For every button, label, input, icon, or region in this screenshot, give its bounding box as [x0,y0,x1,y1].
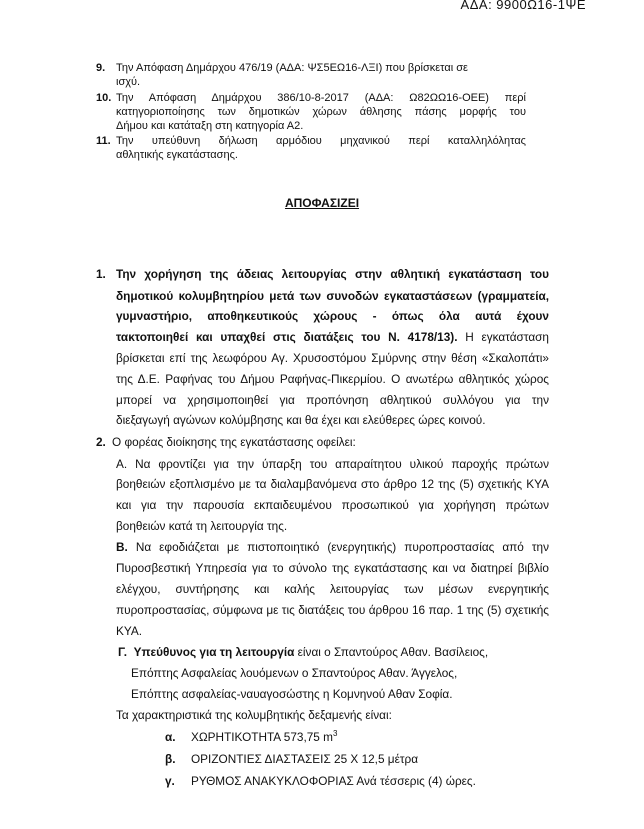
clause-a-line: Α. Να φροντίζει για την ύπαρξη του απαραίτητου υλικού παροχής πρώτων [116,457,549,471]
item-line: ισχύ. [116,76,141,88]
item-line: Την Απόφαση Δημάρχου 386/10-8-2017 (ΑΔΑ: Ω82ΩΩ16-ΟΕΕ) περί [116,92,526,104]
item-number: 10. [96,92,112,104]
decision-line: βρίσκεται επί της λεωφόρου Αγ. Χρυσοστόμου Σμύρνης στην θέση «Σκαλοπάτι» [116,351,549,365]
superscript: 3 [332,729,338,739]
decision-text: Η εγκατάσταση [457,330,549,344]
clause-g-line [118,645,488,659]
characteristic-label: γ. [165,774,175,788]
clause-g-text: είναι ο Σπαντούρος Αθαν. Βασίλειος, [294,645,489,659]
characteristic-text: ΡΥΘΜΟΣ ΑΝΑΚΥΚΛΟΦΟΡΙΑΣ Ανά τέσσερις (4) ώρες. [191,774,476,788]
decision-line [116,330,549,344]
item-line: Δήμου και κατάταξη στη κατηγορία Α2. [116,120,304,132]
decision-heading: ΑΠΟΦΑΣΙΖΕΙ [284,196,360,210]
decision-line: δημοτικού κολυμβητηρίου μετά των συνοδών εγκαταστάσεων (γραμματεία, [116,289,549,303]
clause-b-line: ελέγχου, συντήρησης και καλής λειτουργίας των μέσων ενεργητικής [116,582,549,596]
item-line: κατηγοριοποίησης των δημοτικών χώρων άθλησης πάσης μορφής του [116,106,526,118]
clause-a-line: και για την παρουσία εκπαιδευμένου προσωπικού για χορήγηση πρώτων [116,498,549,512]
item-line: Την υπεύθυνη δήλωση αρμόδιου μηχανικού περί καταλληλόλητας [116,135,526,147]
clause-g-line: Επόπτης ασφαλείας-ναυαγοσώστης η Κομνηνού Αθαν Σοφία. [131,687,453,701]
clause-b-text: Να εφοδιάζεται με πιστοποιητικό (ενεργητικής) πυροπροστασίας από την [135,540,549,554]
characteristic-label: α. [165,730,176,744]
clause-b-line: πυροπροστασίας, σύμφωνα με τις διατάξεις του άρθρου 16 παρ. 1 της (5) σχετικής [116,603,549,617]
decision-bold-text: τακτοποιηθεί και υπαχθεί στις διατάξεις του Ν. 4178/13). [116,330,458,344]
decision-number: 2. [96,435,106,449]
characteristics-intro: Τα χαρακτηριστικά της κολυμβητικής δεξαμενής είναι: [116,708,392,722]
item-number: 11. [96,135,111,147]
decision-line: διεξαγωγή αγώνων κολύμβησης και θα έχει και ελεύθερες ώρες κοινού. [116,413,486,427]
item-line: Την Απόφαση Δημάρχου 476/19 (ΑΔΑ: ΨΣ5ΕΩ16-ΛΞΙ) που βρίσκεται σε [116,62,468,74]
characteristic-value: ΧΩΡΗΤΙΚΟΤΗΤΑ 573,75 m [191,730,333,744]
clause-g-line: Επόπτης Ασφαλείας λουόμενων ο Σπαντούρος Αθαν. Άγγελος, [131,666,458,680]
item-line: αθλητικής εγκατάστασης. [116,149,238,161]
clause-b-line: Πυροσβεστική Υπηρεσία για το σύνολο της εγκατάστασης και να διατηρεί βιβλίο [116,561,549,575]
clause-g-label: Γ. [118,645,128,659]
clause-b-label: Β. [116,540,128,554]
decision-line: της Δ.Ε. Ραφήνας του Δήμου Ραφήνας-Πικερμίου. Ο ανωτέρω αθλητικός χώρος [116,372,549,386]
characteristic-text: ΟΡΙΖΟΝΤΙΕΣ ΔΙΑΣΤΑΣΕΙΣ 25 Χ 12,5 μέτρα [191,752,419,766]
clause-a-line: βοηθειών κατά τη λειτουργία της. [116,519,288,533]
characteristic-label: β. [165,752,176,766]
ada-header: ΑΔΑ: 9900Ω16-1ΨΕ [460,0,586,12]
decision-line: μπορεί να χρησιμοποιηθεί για προπόνηση αθλητικού συλλόγου για την [116,393,549,407]
clause-b-line [116,540,549,554]
clause-a-line: βοηθειών εξοπλισμένο με τα διαλαμβανόμενα στο άρθρο 12 της (5) σχετικής ΚΥΑ [116,477,549,491]
decision-line: γυμναστήριο, αποθηκευτικούς χώρους - όπως όλα αυτά έχουν [116,309,549,323]
clause-b-line: ΚΥΑ. [116,624,143,638]
characteristic-text [191,730,337,744]
clause-g-bold: Υπεύθυνος για τη λειτουργία [133,645,295,659]
decision-number: 1. [96,267,106,281]
decision-line: Ο φορέας διοίκησης της εγκατάστασης οφείλει: [112,435,356,449]
decision-line: Την χορήγηση της άδειας λειτουργίας στην αθλητική εγκατάσταση του [116,267,549,281]
item-number: 9. [96,62,106,74]
